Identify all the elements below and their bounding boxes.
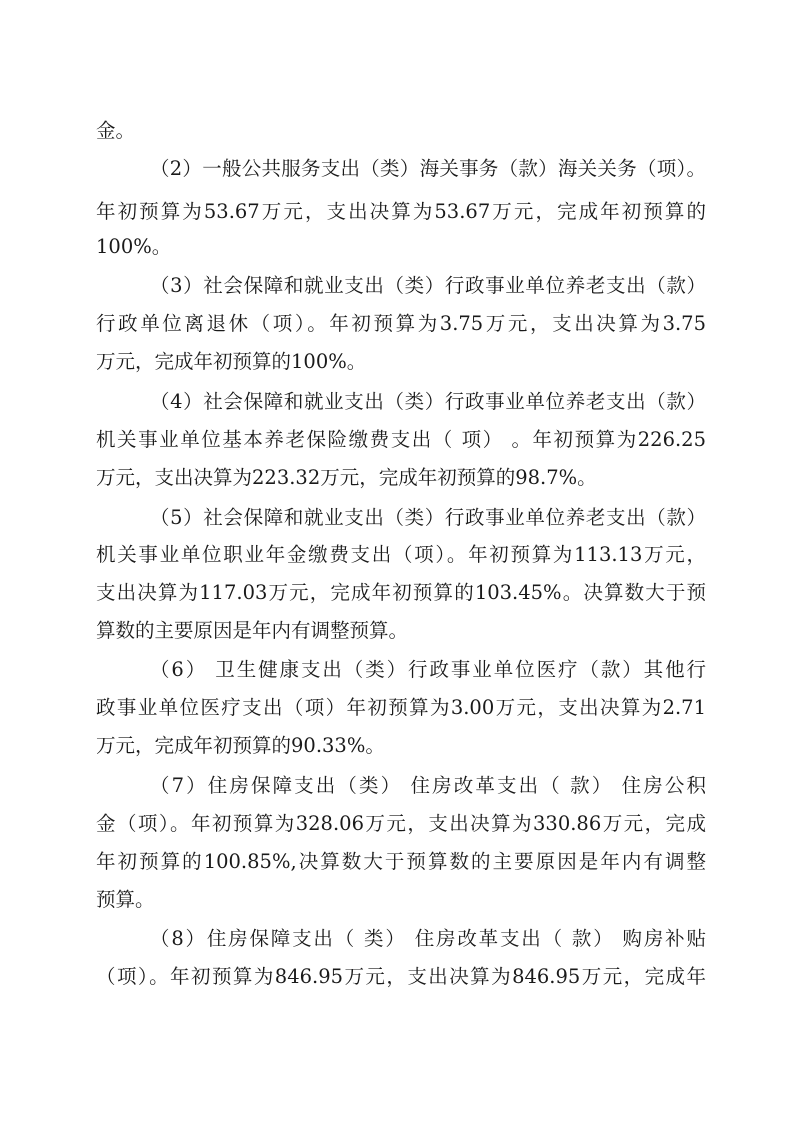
text-line: 金。 [96, 119, 136, 142]
text-line: 算数的主要原因是年内有调整预算。 [96, 619, 409, 642]
text-line: （7）住房保障支出（类） 住房改革支出（ 款） 住房公积 [150, 774, 706, 797]
text-line: （3）社会保障和就业支出（类）行政事业单位养老支出（款） [150, 274, 706, 297]
text-line: 万元，完成年初预算的90.33%。 [96, 734, 385, 757]
text-line: （5）社会保障和就业支出（类）行政事业单位养老支出（款） [150, 506, 706, 529]
text-line: 支出决算为117.03万元，完成年初预算的103.45%。决算数大于预 [96, 581, 706, 604]
text-line: 年初预算为53.67万元，支出决算为53.67万元，完成年初预算的 [96, 200, 706, 223]
text-line: 政事业单位医疗支出（项）年初预算为3.00万元，支出决算为2.71 [96, 696, 706, 719]
text-line: 100%。 [96, 235, 172, 258]
text-line: 金（项）。年初预算为328.06万元，支出决算为330.86万元，完成 [96, 812, 706, 835]
text-line: （项）。年初预算为846.95万元，支出决算为846.95万元，完成年 [96, 965, 706, 988]
text-line: （4）社会保障和就业支出（类）行政事业单位养老支出（款） [150, 390, 706, 413]
text-line: 年初预算的100.85%,决算数大于预算数的主要原因是年内有调整 [96, 850, 706, 873]
text-line: （8）住房保障支出（ 类） 住房改革支出（ 款） 购房补贴 [150, 927, 706, 950]
text-line: 行政单位离退休（项）。年初预算为3.75万元，支出决算为3.75 [96, 312, 706, 335]
text-line: 万元，完成年初预算的100%。 [96, 350, 367, 373]
text-line: （6） 卫生健康支出（类）行政事业单位医疗（款）其他行 [150, 658, 706, 681]
text-line: 预算。 [96, 888, 155, 911]
text-line: （2）一般公共服务支出（类）海关事务（款）海关关务（项）。 [150, 157, 706, 180]
text-line: 万元，支出决算为223.32万元，完成年初预算的98.7%。 [96, 466, 597, 489]
text-line: 机关事业单位基本养老保险缴费支出（ 项） 。年初预算为226.25 [96, 428, 706, 451]
text-line: 机关事业单位职业年金缴费支出（项）。年初预算为113.13万元， [96, 543, 706, 566]
